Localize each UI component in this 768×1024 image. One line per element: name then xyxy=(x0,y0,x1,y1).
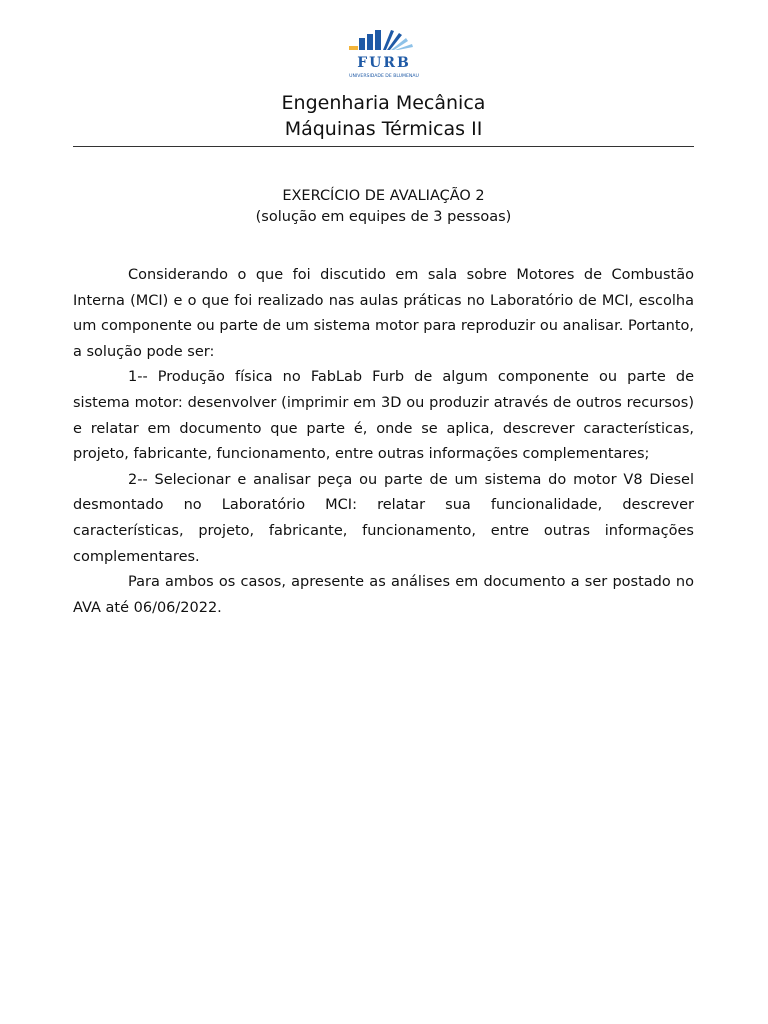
subject-title: Máquinas Térmicas II xyxy=(284,118,483,140)
intro-paragraph: Considerando o que foi discutido em sala sobre Motores de Combustão Interna (MCI) e o que foi realizado nas aulas práticas no Laboratório de MCI, escolha um componente ou parte de um sistema motor para reproduzir ou analisar. Portanto, a solução pode ser: xyxy=(73,267,694,360)
assessment-title: EXERCÍCIO DE AVALIAÇÃO 2 xyxy=(282,188,485,204)
furb-logo xyxy=(343,26,425,82)
course-title: Engenharia Mecânica xyxy=(281,92,486,114)
document-body xyxy=(73,263,694,621)
assessment-heading xyxy=(73,186,694,228)
assessment-subtitle: (solução em equipes de 3 pessoas) xyxy=(255,209,512,225)
option-1-paragraph: 1-- Produção física no FabLab Furb de algum componente ou parte de sistema motor: desenvolver (imprimir em 3D ou produzir através de outros recursos) e relatar em documento que parte é, onde se aplica, descrever características, projeto, fabricante, funcionamento, entre outras informações complementares; xyxy=(73,369,694,463)
closing-paragraph: Para ambos os casos, apresente as análises em documento a ser postado no AVA até 06/06/2022. xyxy=(73,574,694,616)
header-divider xyxy=(73,146,694,147)
furb-logo-graphic xyxy=(343,26,425,82)
logo-caption: UNIVERSIDADE DE BLUMENAU xyxy=(349,74,419,79)
option-2-paragraph: 2-- Selecionar e analisar peça ou parte de um sistema do motor V8 Diesel desmontado no Laboratório MCI: relatar sua funcionalidade, descrever características, projeto, fabricante, funcionamento, entre outras informações complementares. xyxy=(73,471,694,565)
document-header xyxy=(73,90,694,142)
logo-wordmark: FURB xyxy=(357,55,411,71)
